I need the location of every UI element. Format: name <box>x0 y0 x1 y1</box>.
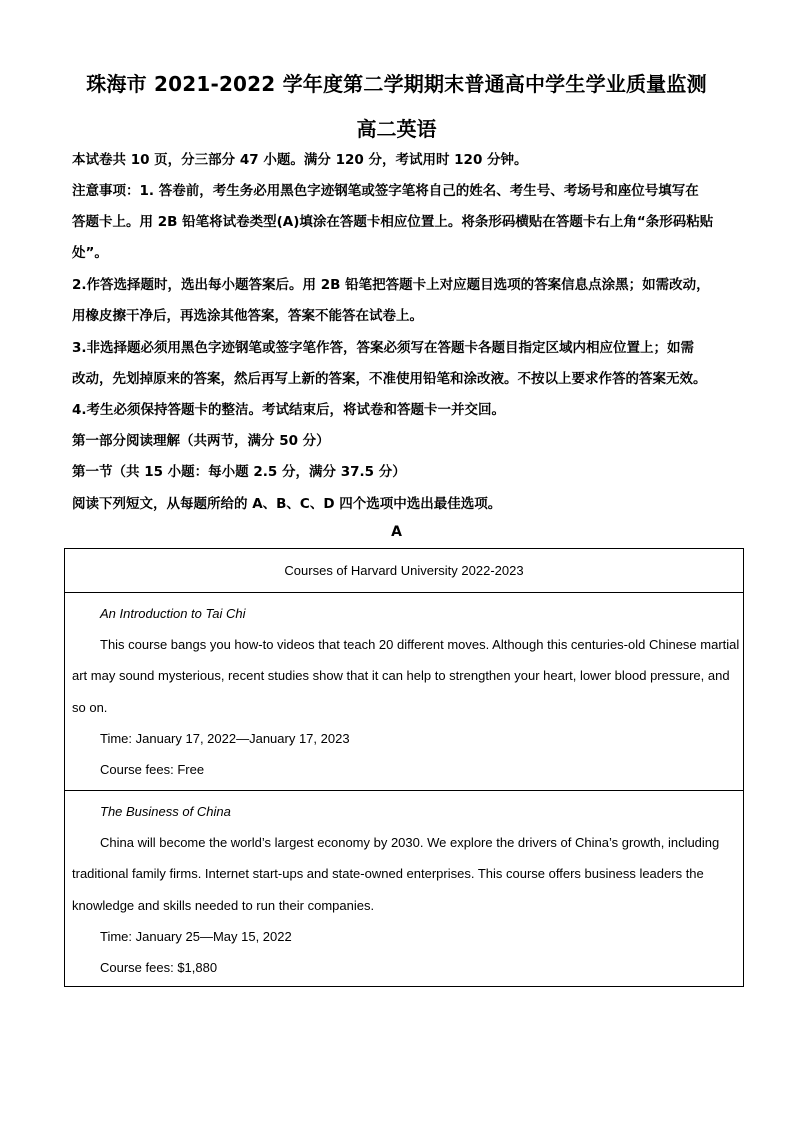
course-2-title: The Business of China <box>100 804 231 819</box>
instruction-line-2: 注意事项：1. 答卷前，考生务必用黑色字迹钢笔或签字笔将自己的姓名、考生号、考场号和座位号填写在 <box>72 183 699 199</box>
instruction-line-3: 答题卡上。用 2B 铅笔将试卷类型(A)填涂在答题卡相应位置上。将条形码横贴在答题卡右上角“条形码粘贴 <box>72 214 714 230</box>
section-direction: 阅读下列短文，从每题所给的 A、B、C、D 四个选项中选出最佳选项。 <box>72 496 502 512</box>
course-2-desc-line-3: knowledge and skills needed to run their companies. <box>72 898 375 913</box>
row-divider <box>65 790 743 791</box>
course-1-fees: Course fees: Free <box>100 762 205 777</box>
passage-label: A <box>391 524 402 540</box>
instruction-line-7: 3.非选择题必须用黑色字迹钢笔或签字笔作答，答案必须写在答题卡各题目指定区域内相应位置上；如需 <box>72 340 695 356</box>
course-2-desc-line-1: China will become the world’s largest economy by 2030. We explore the drivers of China’s growth, including <box>100 835 720 850</box>
part-heading: 第一部分阅读理解（共两节，满分 50 分） <box>72 433 330 449</box>
instruction-line-1: 本试卷共 10 页，分三部分 47 小题。满分 120 分，考试用时 120 分钟。 <box>72 152 528 168</box>
course-1-desc-line-1: This course bangs you how-to videos that teach 20 different moves. Although this centuries-old Chinese martial <box>100 637 740 652</box>
course-2-fees: Course fees: $1,880 <box>100 960 218 975</box>
instruction-line-6: 用橡皮擦干净后，再选涂其他答案，答案不能答在试卷上。 <box>72 308 423 324</box>
instruction-line-5: 2.作答选择题时，选出每小题答案后。用 2B 铅笔把答题卡上对应题目选项的答案信息点涂黑；如需改动， <box>72 277 710 293</box>
course-1-title: An Introduction to Tai Chi <box>100 606 246 621</box>
course-2-desc-line-2: traditional family firms. Internet start-ups and state-owned enterprises. This course offers business leaders the <box>72 866 704 881</box>
course-2-time: Time: January 25—May 15, 2022 <box>100 929 292 944</box>
course-1-desc-line-3: so on. <box>72 700 108 715</box>
instruction-line-8: 改动，先划掉原来的答案，然后再写上新的答案，不准使用铅笔和涂改液。不按以上要求作答的答案无效。 <box>72 371 707 387</box>
courses-table <box>64 548 744 987</box>
section-heading: 第一节（共 15 小题：每小题 2.5 分，满分 37.5 分） <box>72 464 406 480</box>
course-1-desc-line-2: art may sound mysterious, recent studies show that it can help to strengthen your heart, lower blood pressure, and <box>72 668 730 683</box>
exam-subtitle: 高二英语 <box>356 117 437 141</box>
instruction-line-9: 4.考生必须保持答题卡的整洁。考试结束后，将试卷和答题卡一并交回。 <box>72 402 506 418</box>
exam-title: 珠海市 2021-2022 学年度第二学期期末普通高中学生学业质量监测 <box>86 72 707 96</box>
table-header: Courses of Harvard University 2022-2023 <box>65 549 743 593</box>
course-1-time: Time: January 17, 2022—January 17, 2023 <box>100 731 350 746</box>
instruction-line-4: 处”。 <box>72 245 108 261</box>
